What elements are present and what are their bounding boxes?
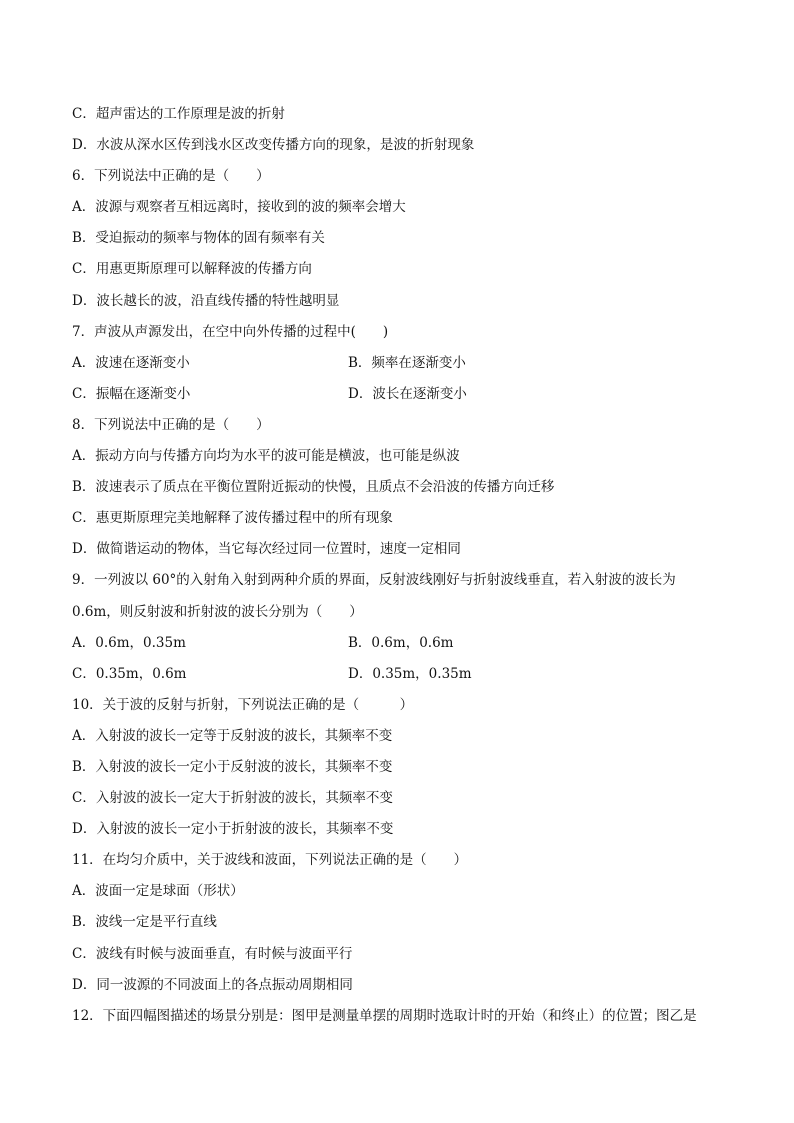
- q12-stem-line-1: 12．下面四幅图描述的场景分别是：图甲是测量单摆的周期时选取计时的开始（和终止）的位置；图乙是: [72, 1007, 697, 1024]
- q8-option-c: C．惠更斯原理完美地解释了波传播过程中的所有现象: [72, 510, 393, 527]
- q10-stem: 10．关于波的反射与折射，下列说法正确的是（ ）: [72, 696, 414, 713]
- q9-option-a: A．0.6m，0.35m: [72, 634, 186, 651]
- q7-options-row-2: [72, 379, 732, 410]
- q6-option-c: C．用惠更斯原理可以解释波的传播方向: [72, 261, 312, 278]
- q9-option-d: D．0.35m，0.35m: [348, 665, 472, 682]
- q6-option-b: B．受迫振动的频率与物体的固有频率有关: [72, 230, 325, 247]
- q11-stem: 11．在均匀介质中，关于波线和波面，下列说法正确的是（ ）: [72, 852, 468, 869]
- q7-option-b: B．频率在逐渐变小: [348, 354, 466, 371]
- q7-stem: 7．声波从声源发出，在空中向外传播的过程中( ): [72, 323, 389, 340]
- q10-option-d: D．入射波的波长一定小于折射波的波长，其频率不变: [72, 821, 394, 838]
- q7-option-c: C．振幅在逐渐变小: [72, 385, 191, 402]
- q8-option-b: B．波速表示了质点在平衡位置附近振动的快慢，且质点不会沿波的传播方向迁移: [72, 479, 555, 496]
- q9-options-row-2: [72, 659, 732, 690]
- q9-option-b: B．0.6m，0.6m: [348, 634, 454, 651]
- q9-options-row-1: [72, 628, 732, 659]
- q8-stem: 8．下列说法中正确的是（ ）: [72, 416, 270, 433]
- q5-option-c: C．超声雷达的工作原理是波的折射: [72, 106, 285, 122]
- q10-option-b: B．入射波的波长一定小于反射波的波长，其频率不变: [72, 758, 393, 775]
- q11-option-a: A．波面一定是球面（形状）: [72, 883, 244, 900]
- q6-stem: 6．下列说法中正确的是（ ）: [72, 168, 270, 185]
- q10-option-a: A．入射波的波长一定等于反射波的波长，其频率不变: [72, 727, 393, 744]
- q7-option-d: D．波长在逐渐变小: [348, 385, 467, 402]
- q9-option-c: C．0.35m，0.6m: [72, 665, 187, 682]
- q8-option-a: A．振动方向与传播方向均为水平的波可能是横波，也可能是纵波: [72, 448, 460, 465]
- q10-option-c: C．入射波的波长一定大于折射波的波长，其频率不变: [72, 790, 393, 807]
- exam-page: [72, 99, 732, 1032]
- q8-option-d: D．做简谐运动的物体，当它每次经过同一位置时，速度一定相同: [72, 541, 461, 558]
- q6-option-d: D．波长越长的波，沿直线传播的特性越明显: [72, 292, 340, 309]
- q11-option-b: B．波线一定是平行直线: [72, 914, 217, 931]
- q11-option-c: C．波线有时候与波面垂直，有时候与波面平行: [72, 945, 353, 962]
- q9-stem-line-1: 9．一列波以 60°的入射角入射到两种介质的界面，反射波线刚好与折射波线垂直，若入射波的波长为: [72, 572, 676, 589]
- q6-option-a: A．波源与观察者互相远离时，接收到的波的频率会增大: [72, 199, 406, 216]
- q11-option-d: D．同一波源的不同波面上的各点振动周期相同: [72, 976, 353, 993]
- q7-option-a: A．波速在逐渐变小: [72, 354, 190, 371]
- q9-stem-line-2: 0.6m，则反射波和折射波的波长分别为（ ）: [72, 603, 363, 620]
- q7-options-row-1: [72, 348, 732, 379]
- q5-option-d: D．水波从深水区传到浅水区改变传播方向的现象，是波的折射现象: [72, 137, 475, 154]
